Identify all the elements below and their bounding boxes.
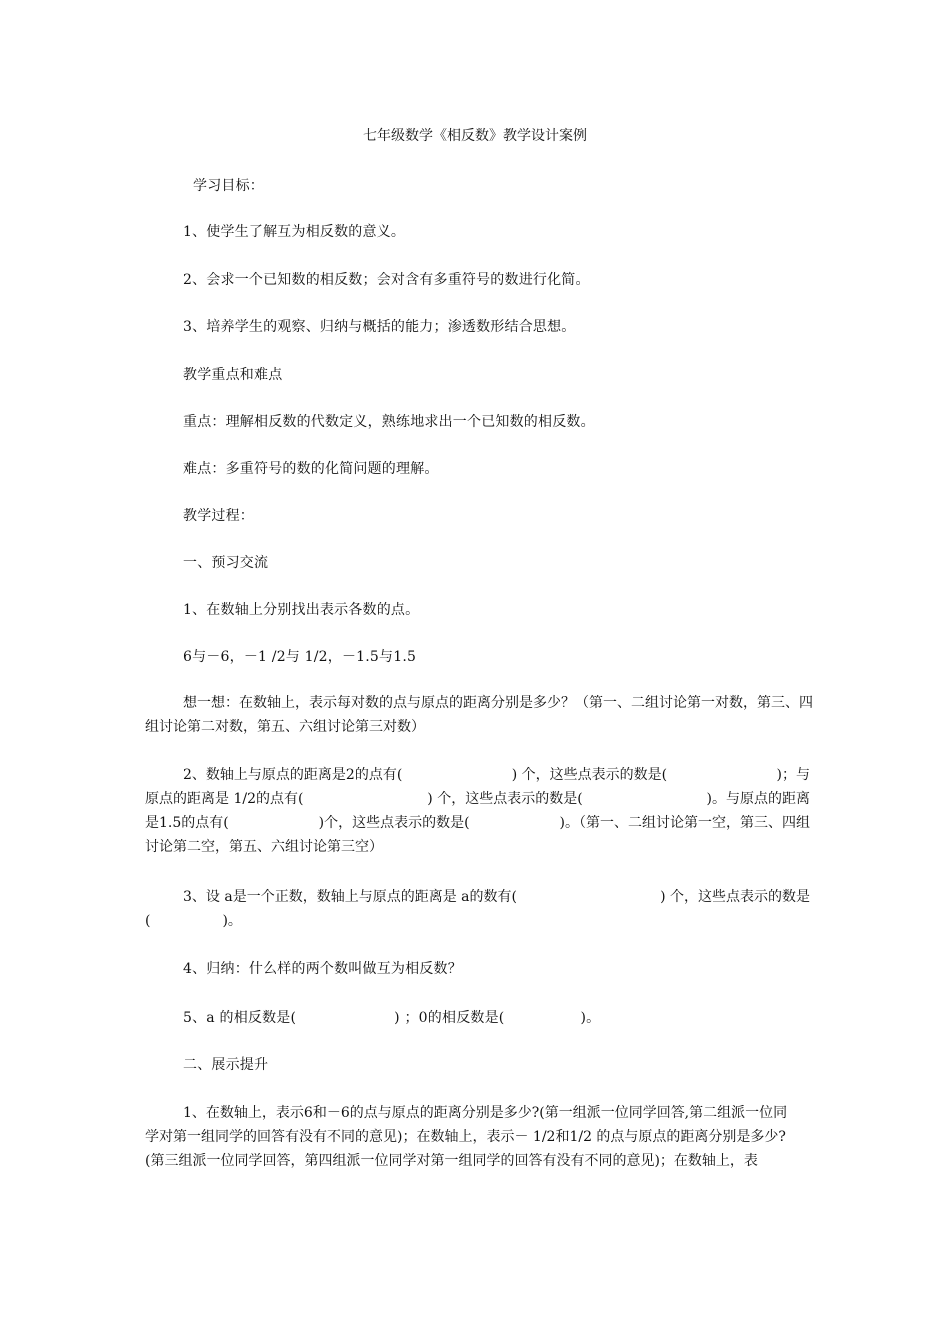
s1-item-5 bbox=[183, 1009, 600, 1027]
s1-item-3-paragraph bbox=[145, 885, 810, 933]
item3-line-1-a: 3、设 a是一个正数，数轴上与原点的距离是 a的数有( bbox=[183, 889, 517, 905]
item5-c: )。 bbox=[580, 1010, 601, 1026]
key-points-heading: 教学重点和难点 bbox=[183, 367, 283, 383]
item2-line-2 bbox=[145, 787, 810, 811]
item2-line-1-b: ) 个，这些点表示的数是( bbox=[511, 767, 668, 783]
item3-line-1-b: ) 个，这些点表示的数是 bbox=[660, 889, 810, 905]
objective-2: 2、会求一个已知数的相反数；会对含有多重符号的数进行化简。 bbox=[183, 272, 590, 288]
item2-line-1 bbox=[145, 763, 810, 787]
item2-line-3-b: )个，这些点表示的数是( bbox=[318, 815, 470, 831]
item2-line-3-a: 是1.5的点有( bbox=[145, 815, 229, 831]
s2-item-1-paragraph bbox=[145, 1101, 810, 1173]
s1-item-2-paragraph bbox=[145, 763, 810, 859]
think-paragraph bbox=[145, 691, 813, 739]
item5-b: ) ；0的相反数是( bbox=[394, 1010, 505, 1026]
think-line-2: 组讨论第二对数，第五、六组讨论第三对数） bbox=[145, 719, 425, 735]
process-heading: 教学过程： bbox=[183, 508, 254, 524]
item2-line-2-b: ) 个，这些点表示的数是( bbox=[427, 791, 583, 807]
item2-line-1-c: )；与 bbox=[776, 767, 810, 783]
page-title: 七年级数学《相反数》教学设计案例 bbox=[363, 128, 587, 144]
s1-item-4: 4、归纳：什么样的两个数叫做互为相反数？ bbox=[183, 961, 462, 977]
section-2-heading: 二、展示提升 bbox=[183, 1057, 269, 1073]
item2-line-4: 讨论第二空，第五、六组讨论第三空） bbox=[145, 839, 383, 855]
item3-line-2-b: )。 bbox=[222, 913, 242, 929]
item2-line-1-a: 2、数轴上与原点的距离是2的点有( bbox=[183, 767, 403, 783]
item2-line-2-a: 原点的距离是 1/2的点有( bbox=[145, 791, 304, 807]
item5-a: 5、a 的相反数是( bbox=[183, 1010, 297, 1026]
s2-line-1: 1、在数轴上，表示6和－6的点与原点的距离分别是多少?(第一组派一位同学回答,第二组派一位同 bbox=[183, 1105, 788, 1121]
difficult-point: 难点：多重符号的数的化简问题的理解。 bbox=[183, 461, 439, 477]
section-1-heading: 一、预习交流 bbox=[183, 555, 269, 571]
objectives-heading: 学习目标： bbox=[193, 178, 264, 194]
item2-line-3 bbox=[145, 811, 810, 835]
objective-1: 1、使学生了解互为相反数的意义。 bbox=[183, 224, 406, 240]
item3-line-2 bbox=[145, 909, 810, 933]
answer-blank bbox=[150, 909, 222, 933]
item3-line-2-a: ( bbox=[145, 913, 151, 929]
s1-numbers: 6与－6，－1 /2与 1/2，－1.5与1.5 bbox=[183, 649, 417, 665]
s1-item-1: 1、在数轴上分别找出表示各数的点。 bbox=[183, 602, 420, 618]
s2-line-2: 学对第一组同学的回答有没有不同的意见)；在数轴上，表示－ 1/2和1/2 的点与原点的距离分别是多少? bbox=[145, 1129, 786, 1145]
think-line-1: 想一想：在数轴上，表示每对数的点与原点的距离分别是多少？（第一、二组讨论第一对数，第三、四 bbox=[183, 695, 813, 711]
item2-line-2-c: )。与原点的距离 bbox=[706, 791, 810, 807]
objective-3: 3、培养学生的观察、归纳与概括的能力；渗透数形结合思想。 bbox=[183, 319, 576, 335]
item2-line-3-c: )。（第一、二组讨论第一空，第三、四组 bbox=[559, 815, 810, 831]
s2-line-3: (第三组派一位同学回答，第四组派一位同学对第一组同学的回答有没有不同的意见)；在数轴上，表 bbox=[145, 1153, 758, 1169]
key-point: 重点：理解相反数的代数定义，熟练地求出一个已知数的相反数。 bbox=[183, 414, 595, 430]
item3-line-1 bbox=[145, 885, 810, 909]
